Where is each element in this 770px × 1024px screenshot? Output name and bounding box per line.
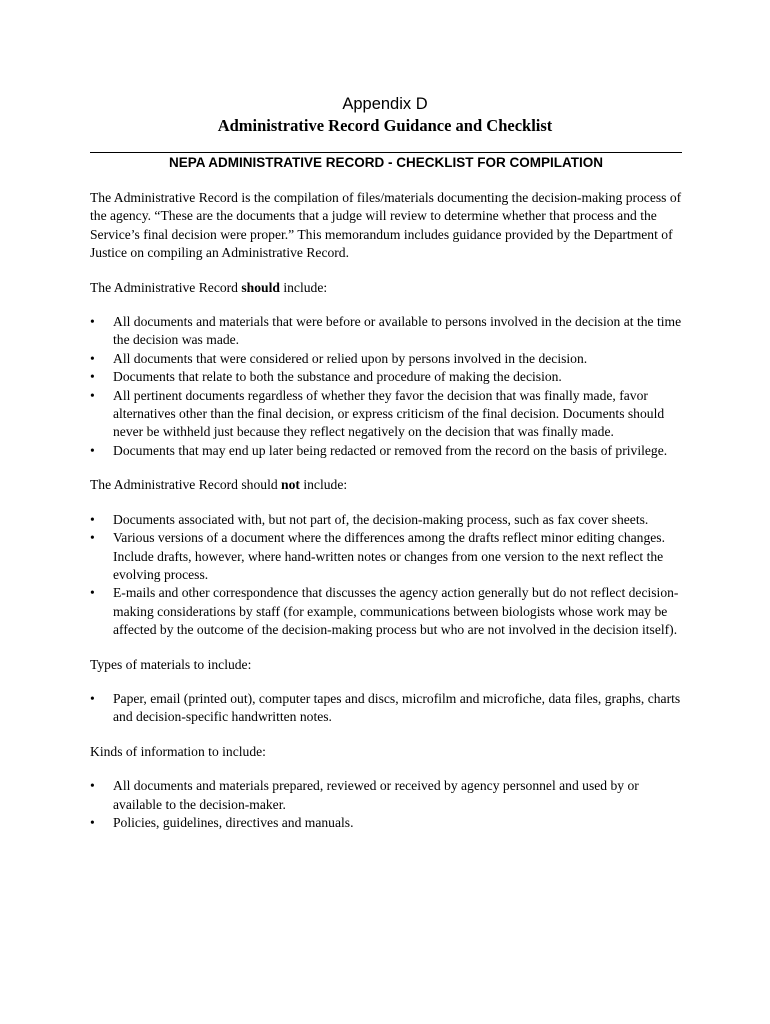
lead-text: The Administrative Record <box>90 279 242 295</box>
should-not-include-lead <box>90 476 682 494</box>
lead-emphasis: should <box>241 279 280 295</box>
list-item-text: Various versions of a document where the differences among the drafts reflect minor editing changes. Include drafts, however, where hand-written notes or changes from one version to the next reflect the evolving process. <box>113 530 665 582</box>
bullet-icon: • <box>90 387 95 403</box>
list-item <box>90 368 682 386</box>
list-item <box>90 529 682 584</box>
bullet-icon: • <box>90 814 95 830</box>
document-body <box>90 189 682 848</box>
list-item-text: Documents associated with, but not part of, the decision-making process, such as fax cover sheets. <box>113 511 649 527</box>
bullet-icon: • <box>90 314 95 330</box>
should-include-lead <box>90 279 682 297</box>
list-item <box>90 442 682 460</box>
lead-text: include: <box>299 477 348 493</box>
bullet-icon: • <box>90 585 95 601</box>
list-item <box>90 814 682 832</box>
document-title: Administrative Record Guidance and Checklist <box>217 116 553 135</box>
intro-paragraph: The Administrative Record is the compilation of files/materials documenting the decision-making process of the agency. “These are the documents that a judge will review to determine whether that process and the Service’s final decision were proper.” This memorandum includes guidance provided by the Department of Justice on compiling an Administrative Record. <box>90 190 682 261</box>
list-item-text: All documents and materials that were before or available to persons involved in the decision at the time the decision was made. <box>113 314 682 348</box>
list-item-text: All pertinent documents regardless of whether they favor the decision that was finally made, favor alternatives other than the final decision, or express criticism of the final decision. Documents should never be withheld just because they reflect negatively on the decision that was finally made. <box>113 387 665 440</box>
list-item <box>90 511 682 529</box>
list-item <box>90 777 682 814</box>
appendix-label: Appendix D <box>342 95 428 113</box>
information-list <box>90 777 682 832</box>
section-heading: NEPA ADMINISTRATIVE RECORD - CHECKLIST FOR COMPILATION <box>169 155 603 170</box>
should-include-list <box>90 313 682 460</box>
list-item-text: Documents that may end up later being redacted or removed from the record on the basis of privilege. <box>113 442 668 458</box>
lead-emphasis: not <box>281 477 300 493</box>
materials-list <box>90 690 682 727</box>
list-item-text: All documents that were considered or relied upon by persons involved in the decision. <box>113 350 588 366</box>
bullet-icon: • <box>90 690 95 706</box>
lead-text: include: <box>279 279 328 295</box>
bullet-icon: • <box>90 511 95 527</box>
list-item-text: E-mails and other correspondence that discusses the agency action generally but do not reflect decision-making considerations by staff (for example, communications between biologists whose work may be affected by the outcome of the decision-making process but who are not involved in the decision itself). <box>113 585 679 638</box>
should-not-include-list <box>90 511 682 640</box>
bullet-icon: • <box>90 350 95 366</box>
list-item <box>90 584 682 639</box>
list-item <box>90 387 682 442</box>
list-item <box>90 690 682 727</box>
bullet-icon: • <box>90 778 95 794</box>
information-lead: Kinds of information to include: <box>90 743 266 759</box>
lead-text: The Administrative Record should <box>90 477 282 493</box>
list-item <box>90 313 682 350</box>
materials-lead: Types of materials to include: <box>90 656 252 672</box>
list-item-text: Paper, email (printed out), computer tapes and discs, microfilm and microfiche, data files, graphs, charts and decision-specific handwritten notes. <box>113 690 681 725</box>
bullet-icon: • <box>90 442 95 458</box>
bullet-icon: • <box>90 530 95 546</box>
list-item-text: Policies, guidelines, directives and manuals. <box>113 814 354 830</box>
bullet-icon: • <box>90 369 95 385</box>
list-item-text: Documents that relate to both the substance and procedure of making the decision. <box>113 369 562 385</box>
heading-divider <box>90 152 682 153</box>
list-item <box>90 350 682 368</box>
list-item-text: All documents and materials prepared, reviewed or received by agency personnel and used by or available to the decision-maker. <box>113 778 639 812</box>
